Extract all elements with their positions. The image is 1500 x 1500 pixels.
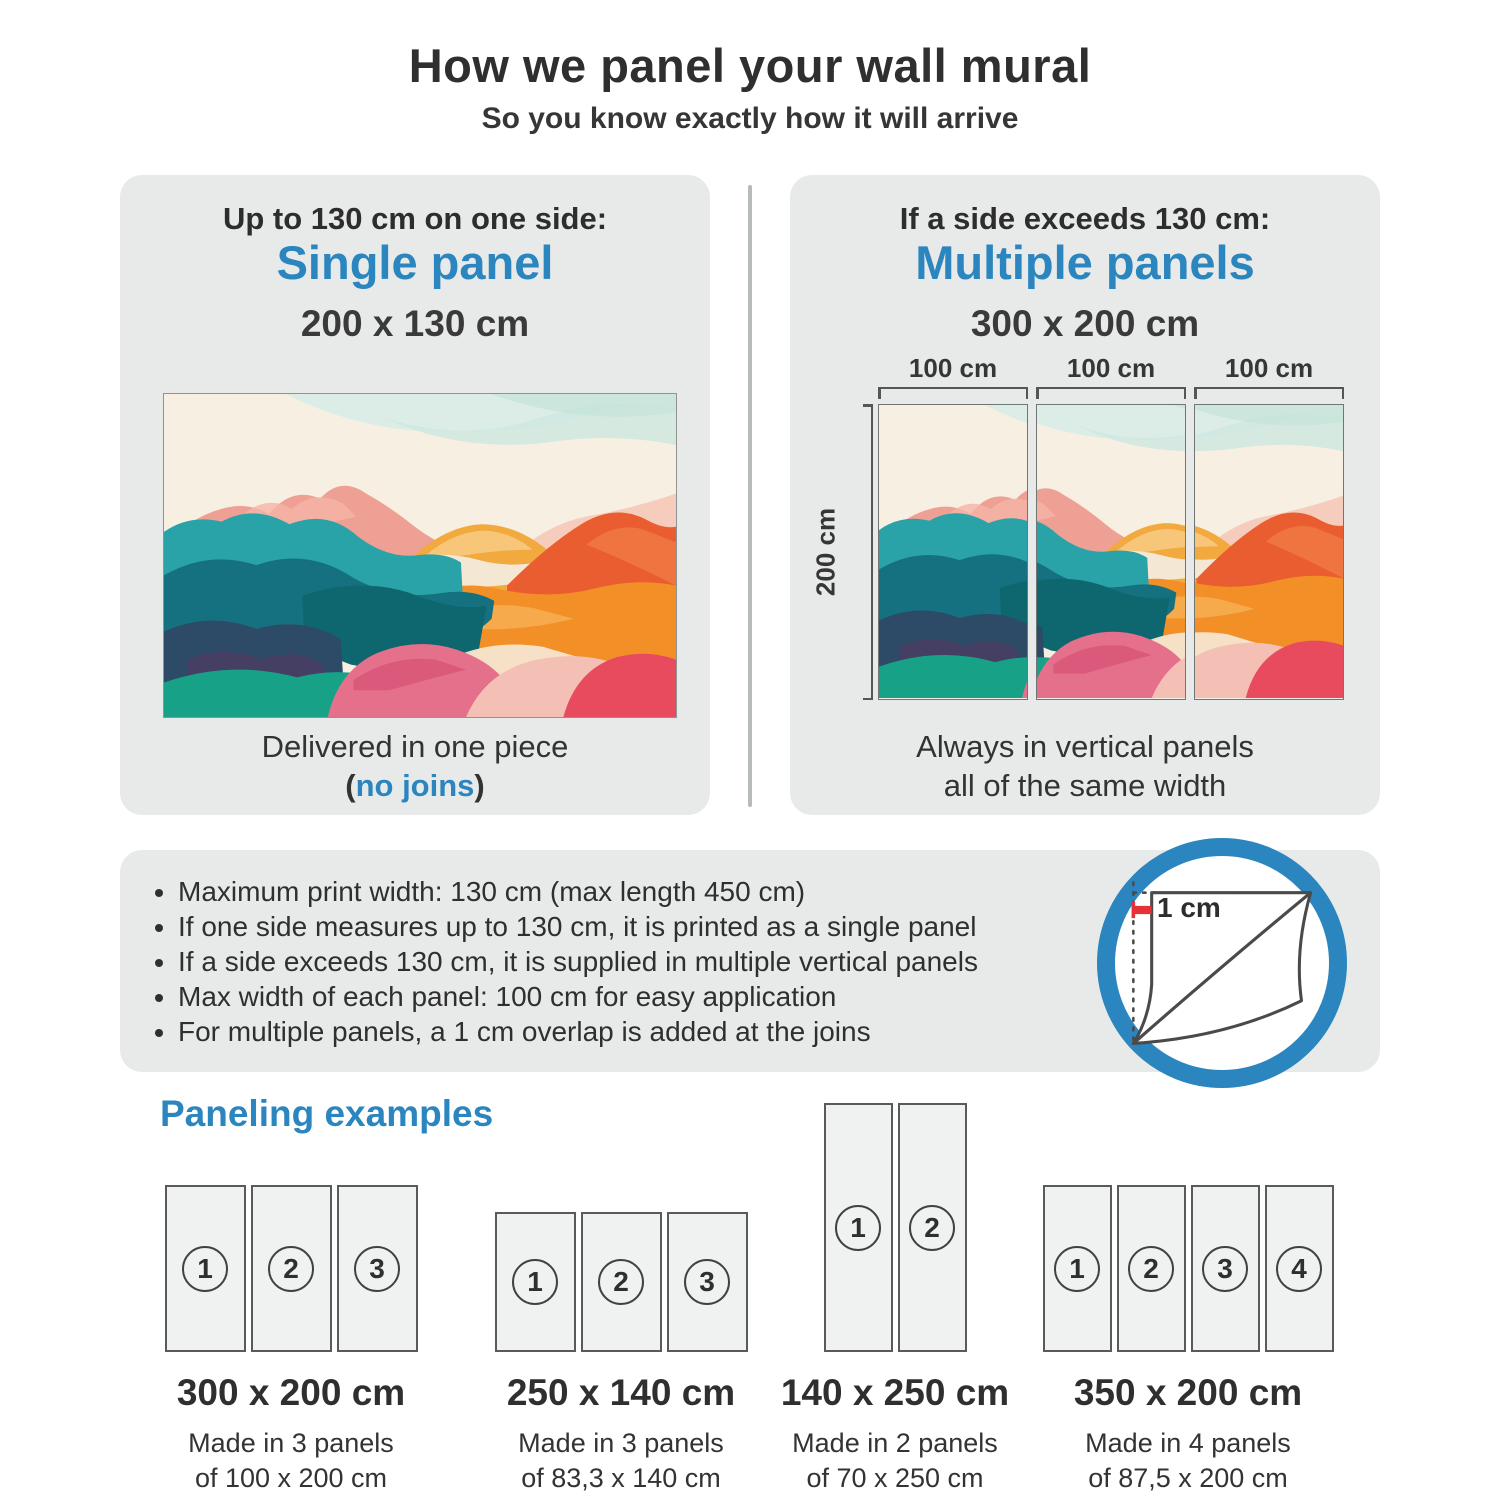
mural-panel-slice-2: [1036, 404, 1186, 700]
example-panels: [1043, 1185, 1334, 1352]
example-desc-line2: of 100 x 200 cm: [194, 1463, 388, 1493]
width-bracket-1: [878, 387, 1028, 397]
multi-condition: If a side exceeds 130 cm:: [899, 201, 1271, 236]
info-bullet: • For multiple panels, a 1 cm overlap is added at the joins: [178, 1014, 1138, 1049]
mural-illustration: [1194, 405, 1344, 698]
mural-illustration: [879, 405, 1028, 698]
example-350x200: [1033, 1185, 1343, 1496]
overlap-diagram-icon: [1097, 838, 1347, 1088]
single-condition: Up to 130 cm on one side:: [222, 201, 608, 236]
page-subtitle: So you know exactly how it will arrive: [481, 102, 1019, 135]
single-panel-card: [120, 175, 710, 815]
multi-caption-line2: all of the same width: [943, 768, 1227, 803]
card-divider: [748, 185, 752, 807]
info-bullet: • If a side exceeds 130 cm, it is supplied in multiple vertical panels: [178, 944, 1138, 979]
panel-number-badge: 2: [909, 1205, 955, 1251]
single-caption-line1: Delivered in one piece: [261, 729, 569, 764]
multi-caption: [790, 727, 1380, 805]
info-bullet: • Maximum print width: 130 cm (max length 450 cm): [178, 874, 1138, 909]
example-300x200: [136, 1185, 446, 1496]
example-size: 350 x 200 cm: [1073, 1372, 1303, 1413]
single-caption: [120, 727, 710, 805]
example-panels: [165, 1185, 418, 1352]
example-panel: [898, 1103, 967, 1352]
mural-illustration: [1036, 405, 1186, 698]
panel-number-badge: 2: [268, 1246, 314, 1292]
panel-number-badge: 1: [835, 1205, 881, 1251]
panel-number-badge: 3: [684, 1259, 730, 1305]
height-label: 200 cm: [810, 507, 841, 597]
example-panel: [581, 1212, 662, 1352]
multi-type-label: Multiple panels: [915, 236, 1255, 289]
width-bracket-3: [1194, 387, 1344, 397]
width-label-3: 100 cm: [1224, 353, 1314, 383]
example-desc-line1: Made in 4 panels: [1085, 1428, 1291, 1458]
example-panel: [337, 1185, 418, 1352]
single-type-label: Single panel: [276, 236, 554, 289]
caption-open-paren: (: [345, 768, 356, 803]
example-desc-line2: of 83,3 x 140 cm: [521, 1463, 721, 1493]
page-peel-icon: [1115, 856, 1329, 1070]
example-panel: [165, 1185, 246, 1352]
multiple-panels-card: [790, 175, 1380, 815]
mural-image-single: [163, 393, 677, 718]
info-bullet: • If one side measures up to 130 cm, it is printed as a single panel: [178, 909, 1138, 944]
example-panel: [1265, 1185, 1334, 1352]
example-size: 250 x 140 cm: [506, 1372, 736, 1413]
example-panel: [1191, 1185, 1260, 1352]
panel-number-badge: 1: [182, 1246, 228, 1292]
panel-number-badge: 2: [1128, 1246, 1174, 1292]
example-desc-line1: Made in 3 panels: [188, 1428, 394, 1458]
mural-panel-slice-3: [1194, 404, 1344, 700]
example-panels: [495, 1212, 748, 1352]
example-140x250: [740, 1103, 1050, 1496]
example-panels: [824, 1103, 967, 1352]
example-panel: [824, 1103, 893, 1352]
example-panel: [1117, 1185, 1186, 1352]
example-panel: [667, 1212, 748, 1352]
panel-number-badge: 1: [1054, 1246, 1100, 1292]
example-desc-line1: Made in 3 panels: [518, 1428, 724, 1458]
panel-number-badge: 3: [1202, 1246, 1248, 1292]
example-250x140: [466, 1212, 776, 1496]
multi-size-label: 300 x 200 cm: [970, 303, 1200, 344]
page-title: How we panel your wall mural: [408, 39, 1092, 92]
width-label-1: 100 cm: [908, 353, 998, 383]
width-label-2: 100 cm: [1066, 353, 1156, 383]
example-desc-line2: of 70 x 250 cm: [806, 1463, 984, 1493]
width-bracket-2: [1036, 387, 1186, 397]
panel-number-badge: 2: [598, 1259, 644, 1305]
overlap-size-label: 1 cm: [1157, 892, 1221, 923]
example-size: 140 x 250 cm: [780, 1372, 1010, 1413]
example-panel: [495, 1212, 576, 1352]
mural-illustration: [164, 394, 676, 717]
panel-number-badge: 3: [354, 1246, 400, 1292]
panel-number-badge: 1: [512, 1259, 558, 1305]
height-bracket: [863, 404, 873, 700]
single-size-label: 200 x 130 cm: [300, 303, 530, 344]
example-size: 300 x 200 cm: [176, 1372, 406, 1413]
caption-close-paren: ): [474, 768, 485, 803]
example-panel: [251, 1185, 332, 1352]
example-panel: [1043, 1185, 1112, 1352]
mural-panel-slice-1: [878, 404, 1028, 700]
panel-number-badge: 4: [1276, 1246, 1322, 1292]
no-joins-text: no joins: [355, 768, 475, 803]
info-bullet: • Max width of each panel: 100 cm for easy application: [178, 979, 1138, 1014]
examples-heading: Paneling examples: [160, 1093, 494, 1134]
example-desc-line2: of 87,5 x 200 cm: [1088, 1463, 1288, 1493]
info-bullet-list: [178, 874, 1138, 1049]
example-desc-line1: Made in 2 panels: [792, 1428, 998, 1458]
multi-caption-line1: Always in vertical panels: [916, 729, 1254, 764]
